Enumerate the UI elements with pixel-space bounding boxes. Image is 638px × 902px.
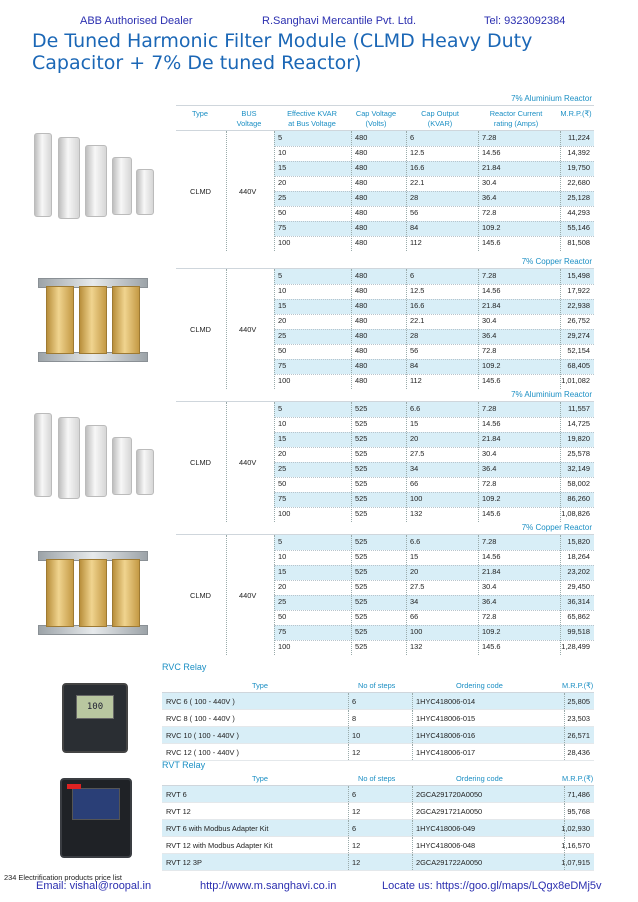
table-row bbox=[274, 206, 594, 221]
mrp-value: 65,862 bbox=[567, 612, 590, 621]
cap-voltage: 525 bbox=[355, 642, 368, 651]
cap-output: 100 bbox=[410, 627, 423, 636]
reactor-section bbox=[176, 92, 594, 251]
cap-voltage: 480 bbox=[355, 271, 368, 280]
cap-output: 132 bbox=[410, 509, 423, 518]
website-link[interactable]: http://www.m.sanghavi.co.in bbox=[200, 880, 337, 892]
relay-steps: 6 bbox=[352, 697, 357, 706]
relay-type: RVC 6 ( 100 - 440V ) bbox=[166, 697, 235, 706]
relay-mrp: 26,571 bbox=[567, 731, 590, 740]
reactor-current: 109.2 bbox=[482, 361, 501, 370]
table-row bbox=[274, 565, 594, 580]
page-footer bbox=[0, 880, 638, 894]
mrp-value: 18,264 bbox=[567, 552, 590, 561]
table-row bbox=[274, 492, 594, 507]
mrp-value: 36,314 bbox=[567, 597, 590, 606]
section-grid bbox=[176, 131, 594, 251]
cap-voltage: 525 bbox=[355, 464, 368, 473]
cap-output: 22.1 bbox=[410, 178, 425, 187]
relay-mrp: 23,503 bbox=[567, 714, 590, 723]
rvc-header bbox=[162, 678, 594, 693]
mrp-value: 58,002 bbox=[567, 479, 590, 488]
cap-voltage: 480 bbox=[355, 223, 368, 232]
cap-output: 100 bbox=[410, 494, 423, 503]
reactor-current: 36.4 bbox=[482, 193, 497, 202]
company-name: R.Sanghavi Mercantile Pvt. Ltd. bbox=[262, 15, 417, 27]
reactor-current: 36.4 bbox=[482, 464, 497, 473]
page-header bbox=[0, 15, 638, 29]
table-row bbox=[274, 146, 594, 161]
effective-kvar: 15 bbox=[278, 163, 287, 172]
relay-steps: 12 bbox=[352, 841, 361, 850]
table-row bbox=[274, 191, 594, 206]
section-grid bbox=[176, 402, 594, 522]
cap-output: 66 bbox=[410, 612, 419, 621]
col-mrp: M.R.P.(₹) bbox=[562, 774, 594, 783]
effective-kvar: 100 bbox=[278, 376, 291, 385]
relay-steps: 12 bbox=[352, 748, 361, 757]
phone-number: Tel: 9323092384 bbox=[484, 15, 566, 27]
section-grid bbox=[176, 269, 594, 389]
col-type: Type bbox=[252, 774, 269, 783]
mrp-value: 17,922 bbox=[567, 286, 590, 295]
cap-voltage: 480 bbox=[355, 148, 368, 157]
table-row bbox=[274, 374, 594, 389]
cap-output: 6 bbox=[410, 271, 415, 280]
reactor-current: 14.56 bbox=[482, 286, 501, 295]
section-type: CLMD bbox=[190, 325, 211, 334]
cap-output: 56 bbox=[410, 346, 419, 355]
reactor-current: 109.2 bbox=[482, 223, 501, 232]
reactor-current: 72.8 bbox=[482, 346, 497, 355]
relay-ordering-code: 1HYC418006-015 bbox=[416, 714, 476, 723]
cap-output: 66 bbox=[410, 479, 419, 488]
reactor-current: 21.84 bbox=[482, 163, 501, 172]
rvt-header bbox=[162, 771, 594, 786]
table-row bbox=[274, 432, 594, 447]
relay-ordering-code: 1HYC418006-017 bbox=[416, 748, 476, 757]
mrp-value: 26,752 bbox=[567, 316, 590, 325]
cap-output: 16.6 bbox=[410, 163, 425, 172]
effective-kvar: 25 bbox=[278, 464, 287, 473]
relay-ordering-code: 2GCA291720A0050 bbox=[416, 790, 483, 799]
effective-kvar: 50 bbox=[278, 612, 287, 621]
table-row bbox=[274, 595, 594, 610]
reactor-current: 72.8 bbox=[482, 208, 497, 217]
effective-kvar: 75 bbox=[278, 223, 287, 232]
table-row bbox=[274, 535, 594, 550]
effective-kvar: 50 bbox=[278, 479, 287, 488]
cap-output: 6.6 bbox=[410, 537, 421, 546]
cap-output: 34 bbox=[410, 464, 419, 473]
table-row bbox=[274, 462, 594, 477]
relay-steps: 6 bbox=[352, 790, 357, 799]
cap-output: 16.6 bbox=[410, 301, 425, 310]
relay-mrp: 28,436 bbox=[567, 748, 590, 757]
mrp-value: 29,274 bbox=[567, 331, 590, 340]
cap-output: 15 bbox=[410, 552, 419, 561]
copper-reactor-image bbox=[38, 272, 148, 367]
cap-voltage: 525 bbox=[355, 537, 368, 546]
section-bus-voltage: 440V bbox=[239, 591, 257, 600]
cap-voltage: 480 bbox=[355, 376, 368, 385]
reactor-current: 7.28 bbox=[482, 271, 497, 280]
relay-mrp: 1,07,915 bbox=[561, 858, 590, 867]
cap-voltage: 480 bbox=[355, 238, 368, 247]
effective-kvar: 20 bbox=[278, 582, 287, 591]
cap-voltage: 480 bbox=[355, 361, 368, 370]
effective-kvar: 5 bbox=[278, 404, 283, 413]
cap-voltage: 525 bbox=[355, 494, 368, 503]
reactor-current: 14.56 bbox=[482, 419, 501, 428]
cap-output: 84 bbox=[410, 361, 419, 370]
section-type: CLMD bbox=[190, 591, 211, 600]
relay-ordering-code: 2GCA291721A0050 bbox=[416, 807, 483, 816]
col-ordering-code: Ordering code bbox=[456, 681, 503, 690]
mrp-value: 52,154 bbox=[567, 346, 590, 355]
effective-kvar: 50 bbox=[278, 208, 287, 217]
effective-kvar: 10 bbox=[278, 148, 287, 157]
cap-voltage: 525 bbox=[355, 449, 368, 458]
effective-kvar: 20 bbox=[278, 449, 287, 458]
reactor-current: 30.4 bbox=[482, 316, 497, 325]
effective-kvar: 10 bbox=[278, 552, 287, 561]
table-row bbox=[274, 507, 594, 522]
relay-type: RVT 12 3P bbox=[166, 858, 202, 867]
table-row bbox=[274, 550, 594, 565]
cap-output: 6.6 bbox=[410, 404, 421, 413]
cap-output: 12.5 bbox=[410, 148, 425, 157]
cap-voltage: 525 bbox=[355, 627, 368, 636]
page-title: De Tuned Harmonic Filter Module (CLMD Heavy Duty Capacitor + 7% De tuned Reactor) bbox=[32, 30, 533, 74]
col-ordering-code: Ordering code bbox=[456, 774, 503, 783]
table-row bbox=[162, 744, 594, 761]
relay-mrp: 25,805 bbox=[567, 697, 590, 706]
table-row bbox=[274, 236, 594, 251]
col-bus: BUS Voltage bbox=[236, 109, 262, 128]
table-row bbox=[274, 161, 594, 176]
cap-output: 20 bbox=[410, 567, 419, 576]
section-caption: 7% Copper Reactor bbox=[176, 521, 594, 535]
col-type: Type bbox=[191, 109, 209, 118]
cap-voltage: 525 bbox=[355, 567, 368, 576]
table-row bbox=[162, 820, 594, 837]
reactor-current: 30.4 bbox=[482, 582, 497, 591]
cap-output: 84 bbox=[410, 223, 419, 232]
capacitor-image-2 bbox=[30, 405, 158, 503]
effective-kvar: 15 bbox=[278, 434, 287, 443]
effective-kvar: 25 bbox=[278, 193, 287, 202]
mrp-value: 25,128 bbox=[567, 193, 590, 202]
section-bus-voltage: 440V bbox=[239, 458, 257, 467]
mrp-value: 44,293 bbox=[567, 208, 590, 217]
table-row bbox=[274, 640, 594, 655]
dealer-label: ABB Authorised Dealer bbox=[80, 15, 193, 27]
table-row bbox=[274, 447, 594, 462]
relay-ordering-code: 1HYC418006-049 bbox=[416, 824, 476, 833]
mrp-value: 68,405 bbox=[567, 361, 590, 370]
cap-voltage: 525 bbox=[355, 479, 368, 488]
section-bus-voltage: 440V bbox=[239, 187, 257, 196]
mrp-value: 11,557 bbox=[567, 404, 590, 413]
reactor-current: 36.4 bbox=[482, 597, 497, 606]
cap-output: 112 bbox=[410, 238, 422, 247]
map-link[interactable]: Locate us: https://goo.gl/maps/LQgx8eDMj5v bbox=[382, 880, 602, 892]
cap-output: 112 bbox=[410, 376, 422, 385]
mrp-value: 81,508 bbox=[567, 238, 590, 247]
rvt-table bbox=[162, 771, 594, 871]
mrp-value: 15,820 bbox=[567, 537, 590, 546]
relay-type: RVC 8 ( 100 - 440V ) bbox=[166, 714, 235, 723]
rvt-heading: RVT Relay bbox=[162, 760, 206, 770]
effective-kvar: 20 bbox=[278, 178, 287, 187]
mrp-value: 55,146 bbox=[567, 223, 590, 232]
reactor-current: 30.4 bbox=[482, 449, 497, 458]
reactor-current: 145.6 bbox=[482, 238, 501, 247]
effective-kvar: 5 bbox=[278, 271, 283, 280]
cap-voltage: 480 bbox=[355, 133, 368, 142]
email-link[interactable]: Email: vishal@roopal.in bbox=[36, 880, 152, 892]
cap-voltage: 480 bbox=[355, 331, 368, 340]
section-type: CLMD bbox=[190, 187, 211, 196]
cap-output: 27.5 bbox=[410, 449, 425, 458]
effective-kvar: 25 bbox=[278, 331, 287, 340]
reactor-section bbox=[176, 255, 594, 389]
cap-voltage: 480 bbox=[355, 178, 368, 187]
effective-kvar: 100 bbox=[278, 509, 291, 518]
section-caption: 7% Aluminium Reactor bbox=[176, 388, 594, 402]
table-row bbox=[162, 803, 594, 820]
relay-steps: 6 bbox=[352, 824, 357, 833]
table-row bbox=[274, 580, 594, 595]
table-row bbox=[274, 329, 594, 344]
effective-kvar: 50 bbox=[278, 346, 287, 355]
cap-output: 22.1 bbox=[410, 316, 425, 325]
cap-output: 56 bbox=[410, 208, 419, 217]
mrp-value: 1,08,826 bbox=[561, 509, 590, 518]
table-row bbox=[274, 359, 594, 374]
effective-kvar: 10 bbox=[278, 419, 287, 428]
mrp-value: 25,578 bbox=[567, 449, 590, 458]
reactor-current: 145.6 bbox=[482, 509, 501, 518]
section-type: CLMD bbox=[190, 458, 211, 467]
relay-type: RVT 12 bbox=[166, 807, 191, 816]
reactor-section bbox=[176, 388, 594, 522]
effective-kvar: 5 bbox=[278, 133, 283, 142]
table-row bbox=[162, 727, 594, 744]
mrp-value: 19,820 bbox=[567, 434, 590, 443]
cap-voltage: 525 bbox=[355, 552, 368, 561]
relay-steps: 12 bbox=[352, 858, 361, 867]
effective-kvar: 75 bbox=[278, 494, 287, 503]
table-row bbox=[274, 314, 594, 329]
col-mrp: M.R.P.(₹) bbox=[562, 681, 594, 690]
cap-output: 20 bbox=[410, 434, 419, 443]
mrp-value: 14,725 bbox=[567, 419, 590, 428]
mrp-value: 15,498 bbox=[567, 271, 590, 280]
cap-voltage: 480 bbox=[355, 316, 368, 325]
relay-ordering-code: 2GCA291722A0050 bbox=[416, 858, 483, 867]
cap-voltage: 525 bbox=[355, 419, 368, 428]
cap-voltage: 525 bbox=[355, 597, 368, 606]
reactor-current: 145.6 bbox=[482, 376, 501, 385]
rvc-heading: RVC Relay bbox=[162, 662, 207, 672]
cap-voltage: 480 bbox=[355, 286, 368, 295]
col-reactor-current: Reactor Current rating (Amps) bbox=[489, 109, 543, 128]
mrp-value: 14,392 bbox=[567, 148, 590, 157]
footnote: 234 Electrification products price list bbox=[4, 873, 122, 882]
effective-kvar: 75 bbox=[278, 627, 287, 636]
effective-kvar: 20 bbox=[278, 316, 287, 325]
relay-mrp: 95,768 bbox=[567, 807, 590, 816]
mrp-value: 29,450 bbox=[567, 582, 590, 591]
reactor-current: 72.8 bbox=[482, 612, 497, 621]
mrp-value: 22,938 bbox=[567, 301, 590, 310]
reactor-current: 21.84 bbox=[482, 567, 501, 576]
table-row bbox=[274, 610, 594, 625]
cap-voltage: 525 bbox=[355, 434, 368, 443]
table-row bbox=[274, 402, 594, 417]
relay-type: RVT 6 with Modbus Adapter Kit bbox=[166, 824, 269, 833]
reactor-current: 7.28 bbox=[482, 133, 497, 142]
relay-steps: 10 bbox=[352, 731, 361, 740]
cap-voltage: 525 bbox=[355, 404, 368, 413]
mrp-value: 1,01,082 bbox=[561, 376, 590, 385]
relay-type: RVC 12 ( 100 - 440V ) bbox=[166, 748, 239, 757]
col-capo: Cap Output (KVAR) bbox=[421, 109, 459, 128]
cap-voltage: 480 bbox=[355, 193, 368, 202]
mrp-value: 22,680 bbox=[567, 178, 590, 187]
relay-ordering-code: 1HYC418006-014 bbox=[416, 697, 476, 706]
section-bus-voltage: 440V bbox=[239, 325, 257, 334]
effective-kvar: 5 bbox=[278, 537, 283, 546]
mrp-value: 86,260 bbox=[567, 494, 590, 503]
relay-ordering-code: 1HYC418006-048 bbox=[416, 841, 476, 850]
cap-voltage: 480 bbox=[355, 346, 368, 355]
reactor-current: 14.56 bbox=[482, 148, 501, 157]
relay-mrp: 1,02,930 bbox=[561, 824, 590, 833]
col-type: Type bbox=[252, 681, 269, 690]
col-steps: No of steps bbox=[358, 681, 396, 690]
table-row bbox=[274, 299, 594, 314]
cap-voltage: 525 bbox=[355, 582, 368, 591]
reactor-current: 36.4 bbox=[482, 331, 497, 340]
col-mrp: M.R.P.(₹) bbox=[560, 109, 592, 118]
mrp-value: 32,149 bbox=[567, 464, 590, 473]
relay-type: RVT 12 with Modbus Adapter Kit bbox=[166, 841, 273, 850]
rvc-relay-image bbox=[62, 683, 128, 753]
cap-voltage: 480 bbox=[355, 208, 368, 217]
effective-kvar: 10 bbox=[278, 286, 287, 295]
reactor-current: 14.56 bbox=[482, 552, 501, 561]
relay-mrp: 1,16,570 bbox=[561, 841, 590, 850]
table-row bbox=[274, 221, 594, 236]
table-row bbox=[274, 269, 594, 284]
col-capv: Cap Voltage (Volts) bbox=[355, 109, 397, 128]
effective-kvar: 75 bbox=[278, 361, 287, 370]
effective-kvar: 100 bbox=[278, 642, 291, 651]
cap-output: 34 bbox=[410, 597, 419, 606]
reactor-section bbox=[176, 521, 594, 655]
cap-output: 132 bbox=[410, 642, 423, 651]
effective-kvar: 15 bbox=[278, 301, 287, 310]
effective-kvar: 100 bbox=[278, 238, 291, 247]
section-caption: 7% Copper Reactor bbox=[176, 255, 594, 269]
reactor-current: 21.84 bbox=[482, 301, 501, 310]
cap-output: 6 bbox=[410, 133, 415, 142]
section-grid bbox=[176, 535, 594, 655]
column-headers bbox=[176, 106, 594, 131]
relay-mrp: 71,486 bbox=[567, 790, 590, 799]
mrp-value: 11,224 bbox=[567, 133, 590, 142]
table-row bbox=[274, 417, 594, 432]
table-row bbox=[162, 786, 594, 803]
rvc-table bbox=[162, 678, 594, 761]
relay-type: RVC 10 ( 100 - 440V ) bbox=[166, 731, 239, 740]
effective-kvar: 15 bbox=[278, 567, 287, 576]
effective-kvar: 25 bbox=[278, 597, 287, 606]
table-row bbox=[274, 284, 594, 299]
cap-voltage: 525 bbox=[355, 509, 368, 518]
capacitor-image bbox=[30, 125, 158, 223]
reactor-current: 7.28 bbox=[482, 404, 497, 413]
col-steps: No of steps bbox=[358, 774, 396, 783]
cap-output: 27.5 bbox=[410, 582, 425, 591]
table-row bbox=[162, 837, 594, 854]
section-caption: 7% Aluminium Reactor bbox=[176, 92, 594, 106]
relay-ordering-code: 1HYC418006-016 bbox=[416, 731, 476, 740]
relay-type: RVT 6 bbox=[166, 790, 187, 799]
reactor-current: 72.8 bbox=[482, 479, 497, 488]
col-kvar: Effective KVAR at Bus Voltage bbox=[287, 109, 337, 128]
reactor-current: 7.28 bbox=[482, 537, 497, 546]
copper-reactor-image-2 bbox=[38, 545, 148, 640]
table-row bbox=[162, 854, 594, 871]
rvt-relay-image bbox=[60, 778, 132, 858]
cap-output: 15 bbox=[410, 419, 419, 428]
reactor-current: 21.84 bbox=[482, 434, 501, 443]
table-row bbox=[274, 344, 594, 359]
reactor-current: 30.4 bbox=[482, 178, 497, 187]
mrp-value: 23,202 bbox=[567, 567, 590, 576]
table-row bbox=[274, 131, 594, 146]
table-row bbox=[162, 693, 594, 710]
cap-output: 28 bbox=[410, 193, 419, 202]
cap-voltage: 480 bbox=[355, 301, 368, 310]
table-row bbox=[162, 710, 594, 727]
cap-output: 28 bbox=[410, 331, 419, 340]
mrp-value: 19,750 bbox=[567, 163, 590, 172]
relay-steps: 12 bbox=[352, 807, 361, 816]
reactor-current: 109.2 bbox=[482, 627, 501, 636]
mrp-value: 1,28,499 bbox=[561, 642, 590, 651]
reactor-current: 145.6 bbox=[482, 642, 501, 651]
table-row bbox=[274, 176, 594, 191]
table-row bbox=[274, 625, 594, 640]
reactor-current: 109.2 bbox=[482, 494, 501, 503]
cap-voltage: 525 bbox=[355, 612, 368, 621]
table-row bbox=[274, 477, 594, 492]
mrp-value: 99,518 bbox=[567, 627, 590, 636]
cap-voltage: 480 bbox=[355, 163, 368, 172]
relay-steps: 8 bbox=[352, 714, 357, 723]
rvc-display: 100 bbox=[76, 695, 114, 719]
cap-output: 12.5 bbox=[410, 286, 425, 295]
